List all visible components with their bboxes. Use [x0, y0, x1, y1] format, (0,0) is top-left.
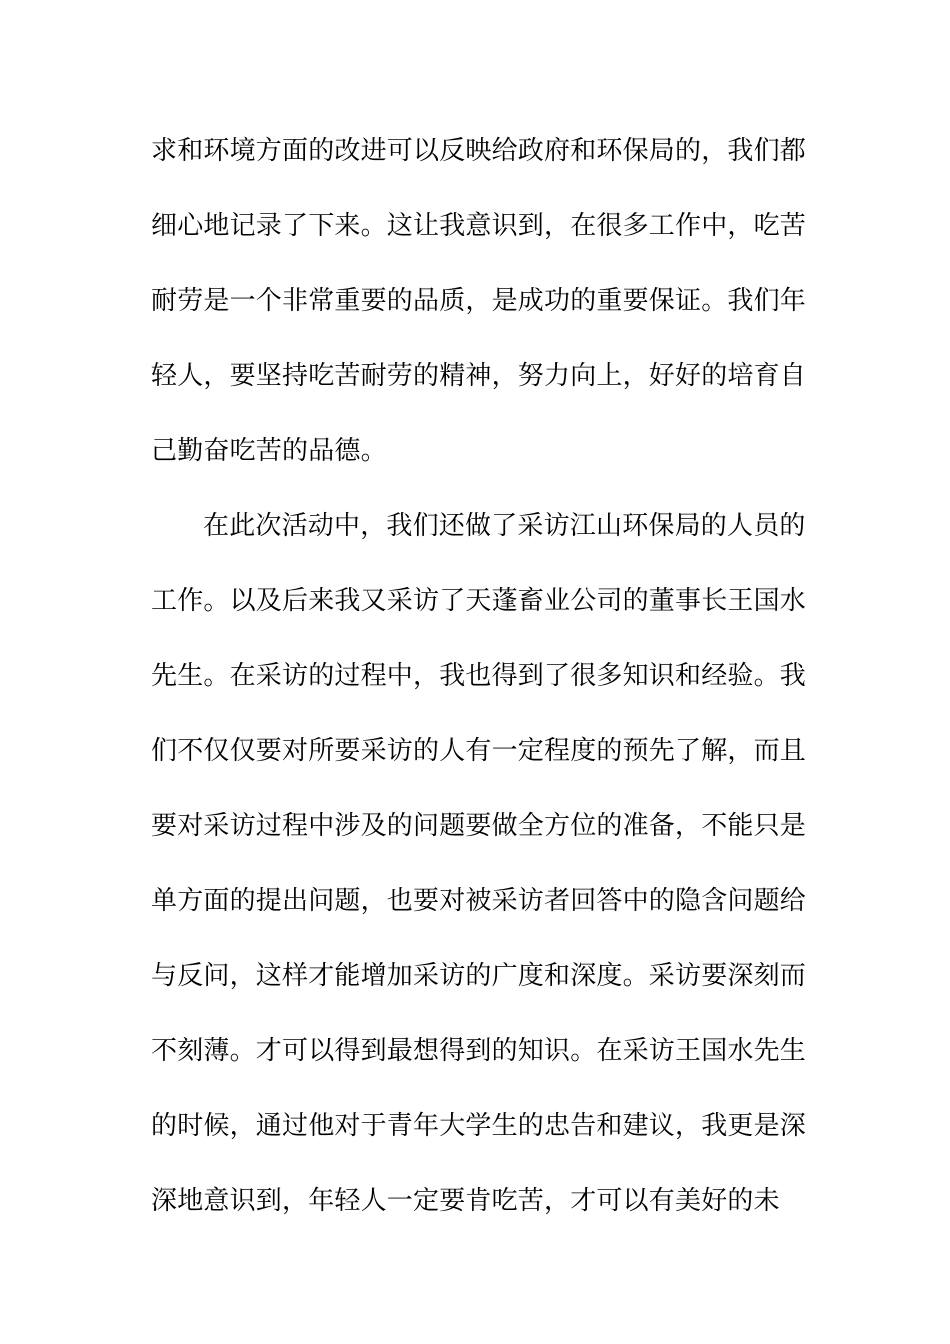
text-line: 们不仅仅要对所要采访的人有一定程度的预先了解，而且 — [151, 736, 807, 766]
text-line: 求和环境方面的改进可以反映给政府和环保局的，我们都 — [151, 136, 807, 166]
text-line: 要对采访过程中涉及的问题要做全方位的准备，不能只是 — [151, 811, 807, 841]
text-line: 细心地记录了下来。这让我意识到，在很多工作中，吃苦 — [151, 211, 807, 241]
text-line: 轻人，要坚持吃苦耐劳的精神，努力向上，好好的培育自 — [151, 361, 807, 391]
text-line: 的时候，通过他对于青年大学生的忠告和建议，我更是深 — [151, 1111, 807, 1141]
text-line: 不刻薄。才可以得到最想得到的知识。在采访王国水先生 — [151, 1036, 807, 1066]
text-line: 与反问，这样才能增加采访的广度和深度。采访要深刻而 — [151, 961, 807, 991]
paragraph-first-line: 在此次活动中，我们还做了采访江山环保局的人员的 — [203, 511, 806, 541]
text-line: 深地意识到，年轻人一定要肯吃苦，才可以有美好的未 — [151, 1186, 780, 1216]
text-line: 己勤奋吃苦的品德。 — [151, 436, 387, 466]
text-line: 先生。在采访的过程中，我也得到了很多知识和经验。我 — [151, 661, 807, 691]
text-line: 耐劳是一个非常重要的品质，是成功的重要保证。我们年 — [151, 286, 807, 316]
text-line: 工作。以及后来我又采访了天蓬畜业公司的董事长王国水 — [151, 586, 807, 616]
text-line: 单方面的提出问题，也要对被采访者回答中的隐含问题给 — [151, 886, 807, 916]
